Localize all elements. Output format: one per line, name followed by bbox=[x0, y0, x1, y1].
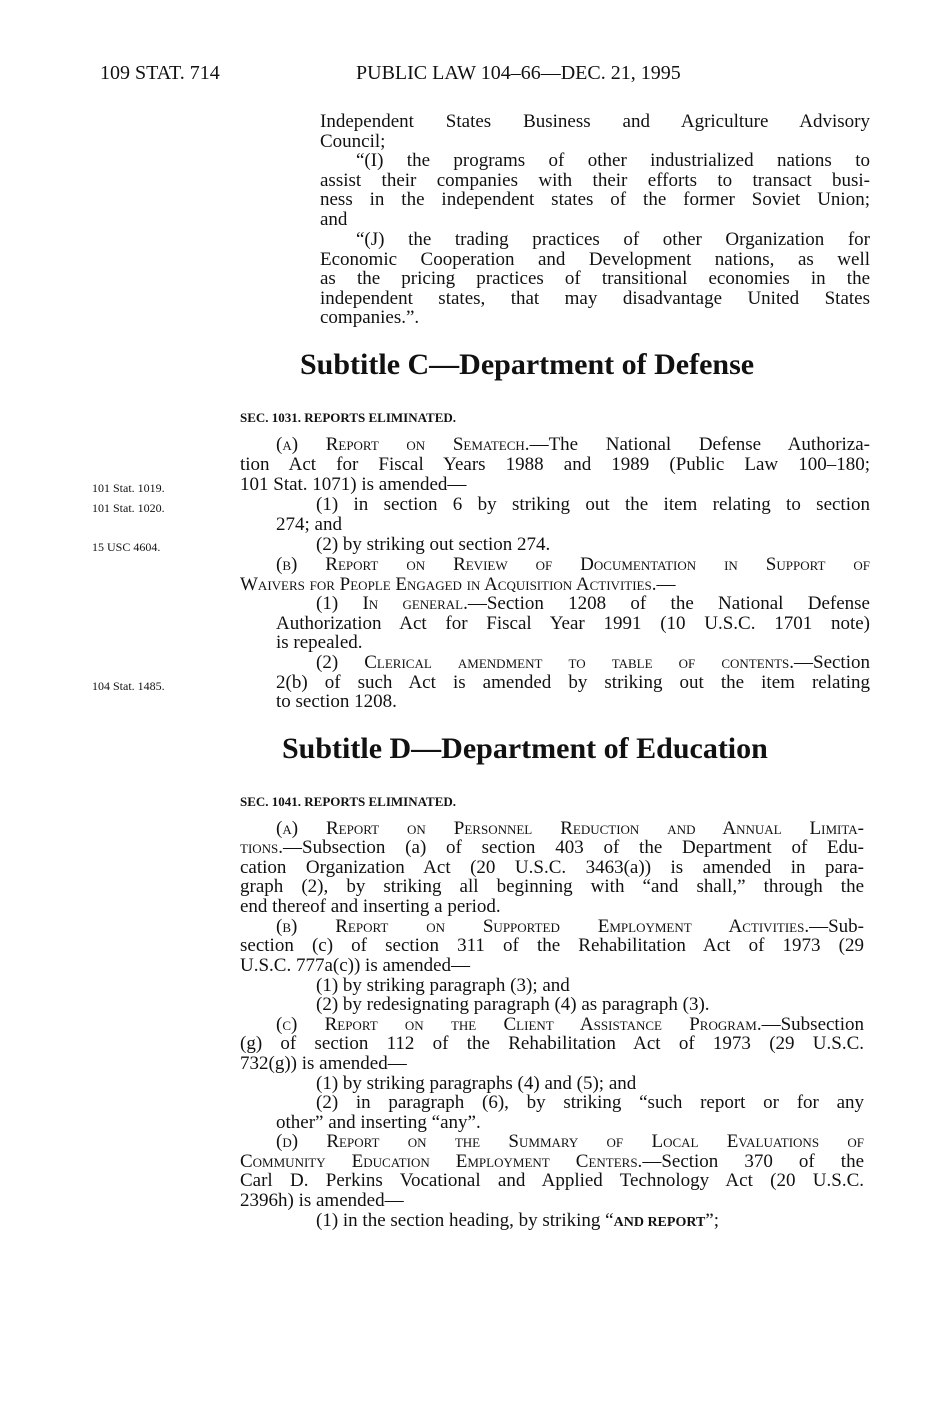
text-line: and bbox=[320, 209, 348, 230]
paragraph-heading: (d) Report on the Summary of Local Evaluations of bbox=[276, 1131, 864, 1152]
subtitle-d-heading: Subtitle D—Department of Education bbox=[282, 732, 768, 765]
text-line: 2(b) of such Act is amended by striking out the item relating bbox=[276, 672, 870, 693]
page-stat-number: 109 STAT. 714 bbox=[100, 62, 220, 84]
text-line: Community Education Employment Centers.—Section 370 of the bbox=[240, 1151, 865, 1172]
text-line: section (c) of section 311 of the Rehabilitation Act of 1973 (29 bbox=[240, 935, 864, 956]
text-line: assist their companies with their efforts to transact busi- bbox=[320, 170, 870, 191]
text-line: (1) in section 6 by striking out the item relating to section bbox=[316, 494, 870, 515]
text-line: (c) Report on the Client Assistance Program.—Subsection bbox=[276, 1014, 864, 1035]
paragraph-heading: Community Education Employment Centers. bbox=[240, 1151, 643, 1172]
text-line: (2) in paragraph (6), by striking “such report or for any bbox=[316, 1092, 864, 1113]
margin-note: 101 Stat. 1020. bbox=[92, 501, 165, 515]
bold-term: AND REPORT bbox=[613, 1215, 706, 1230]
paragraph-heading: (c) Report on the Client Assistance Program. bbox=[276, 1014, 762, 1035]
text-line: (2) Clerical amendment to table of contents.—Section bbox=[316, 652, 870, 673]
text-line: Authorization Act for Fiscal Year 1991 (10 U.S.C. 1701 note) bbox=[276, 613, 870, 634]
text-line: 274; and bbox=[276, 514, 342, 535]
text-line: other” and inserting “any”. bbox=[276, 1112, 481, 1133]
text-line: (1) In general.—Section 1208 of the National Defense bbox=[316, 593, 870, 614]
text-line: (1) by striking paragraphs (4) and (5); and bbox=[316, 1073, 637, 1094]
text-line: “(I) the programs of other industrialized nations to bbox=[356, 150, 870, 171]
section-1041-heading: SEC. 1041. REPORTS ELIMINATED. bbox=[240, 794, 457, 809]
text-line: (2) by striking out section 274. bbox=[316, 534, 551, 555]
text-line: graph (2), by striking all beginning with “and shall,” through the bbox=[240, 876, 864, 897]
text-line: (a) Report on Sematech.—The National Defense Authoriza- bbox=[276, 434, 870, 455]
text-line: end thereof and inserting a period. bbox=[240, 896, 501, 917]
page-law-header: PUBLIC LAW 104–66—DEC. 21, 1995 bbox=[356, 62, 681, 84]
text-line: U.S.C. 777a(c)) is amended— bbox=[240, 955, 471, 976]
text-line: (1) in the section heading, by striking “AND REPORT”; bbox=[316, 1210, 720, 1231]
text-line: independent states, that may disadvantage United States bbox=[320, 288, 870, 309]
paragraph-heading: tions. bbox=[240, 837, 284, 858]
text-line: Economic Cooperation and Development nations, as well bbox=[320, 249, 870, 270]
text-line: (2) by redesignating paragraph (4) as paragraph (3). bbox=[316, 994, 710, 1015]
text-line: Carl D. Perkins Vocational and Applied Technology Act (20 U.S.C. bbox=[240, 1170, 864, 1191]
subtitle-c-heading: Subtitle C—Department of Defense bbox=[300, 348, 755, 381]
text-line: is repealed. bbox=[276, 632, 363, 653]
paragraph-heading: (a) Report on Sematech. bbox=[276, 434, 530, 455]
text-line: (g) of section 112 of the Rehabilitation Act of 1973 (29 U.S.C. bbox=[240, 1033, 864, 1054]
paragraph-heading: (b) Report on Supported Employment Activities. bbox=[276, 916, 810, 937]
paragraph-heading: (a) Report on Personnel Reduction and Annual Limita- bbox=[276, 818, 864, 839]
text-line: Council; bbox=[320, 131, 386, 152]
text-line: 732(g)) is amended— bbox=[240, 1053, 407, 1074]
paragraph-heading: (1) In general. bbox=[316, 593, 468, 614]
paragraph-heading: Waivers for People Engaged in Acquisition Activities.— bbox=[240, 574, 676, 595]
text-line: companies.”. bbox=[320, 307, 420, 328]
section-1031-heading: SEC. 1031. REPORTS ELIMINATED. bbox=[240, 410, 457, 425]
text-line: tions.—Subsection (a) of section 403 of the Department of Edu- bbox=[240, 837, 864, 858]
text-line: (b) Report on Supported Employment Activities.—Sub- bbox=[276, 916, 864, 937]
text-line: tion Act for Fiscal Years 1988 and 1989 (Public Law 100–180; bbox=[240, 454, 870, 475]
text-line: ness in the independent states of the former Soviet Union; bbox=[320, 189, 870, 210]
text-line: Independent States Business and Agriculture Advisory bbox=[320, 111, 870, 132]
margin-note: 104 Stat. 1485. bbox=[92, 679, 165, 693]
text-line: 101 Stat. 1071) is amended— bbox=[240, 474, 467, 495]
paragraph-heading: (b) Report on Review of Documentation in Support of bbox=[276, 554, 870, 575]
text-line: (1) by striking paragraph (3); and bbox=[316, 975, 570, 996]
paragraph-heading: (2) Clerical amendment to table of contents. bbox=[316, 652, 794, 673]
text-line: to section 1208. bbox=[276, 691, 397, 712]
text-line: “(J) the trading practices of other Organization for bbox=[356, 229, 870, 250]
margin-note: 101 Stat. 1019. bbox=[92, 481, 165, 495]
text-line: as the pricing practices of transitional economies in the bbox=[320, 268, 870, 289]
text-line: cation Organization Act (20 U.S.C. 3463(a)) is amended in para- bbox=[240, 857, 864, 878]
margin-note: 15 USC 4604. bbox=[92, 540, 161, 554]
text-line: 2396h) is amended— bbox=[240, 1190, 404, 1211]
